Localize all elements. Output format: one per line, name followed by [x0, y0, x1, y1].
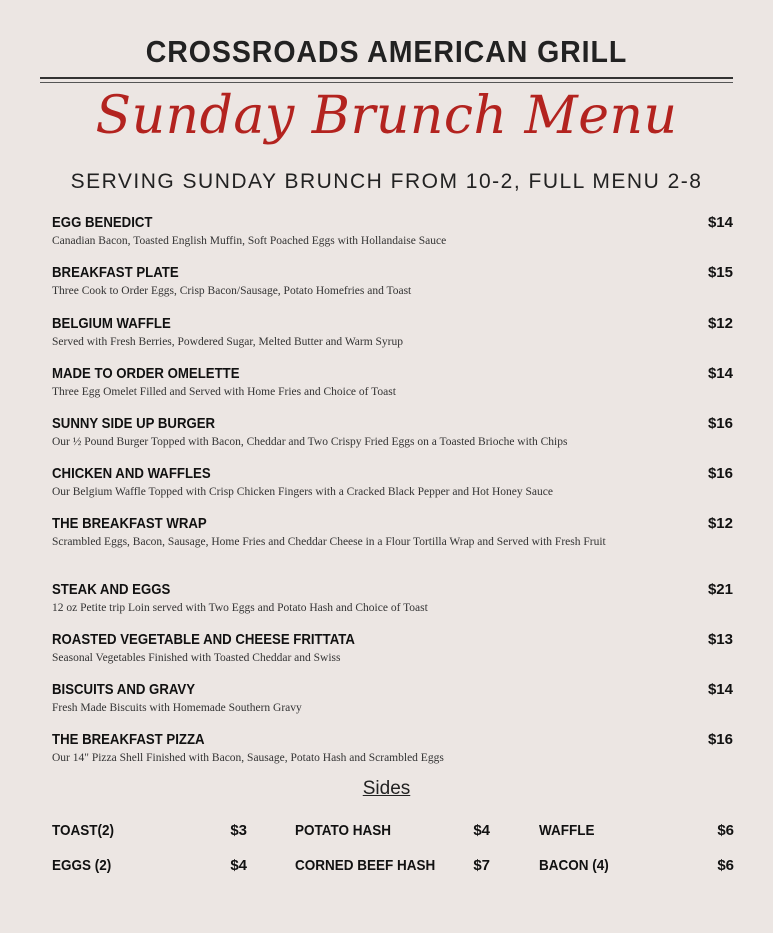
side-price: $4 — [230, 857, 247, 874]
item-description: Our Belgium Waffle Topped with Crisp Chicken Fingers with a Cracked Black Pepper and Hot Honey Sauce — [52, 486, 553, 498]
menu-item — [52, 414, 733, 450]
side-item — [539, 820, 734, 842]
side-item — [539, 855, 734, 877]
menu-item — [52, 514, 733, 550]
menu-title: Sunday Brunch Menu — [95, 86, 678, 146]
menu-item — [52, 464, 733, 500]
menu-item — [52, 314, 733, 350]
side-price: $4 — [473, 822, 490, 839]
item-price: $16 — [707, 415, 733, 432]
menu-item — [52, 213, 733, 249]
item-name: CHICKEN AND WAFFLES — [52, 465, 211, 482]
restaurant-name: CROSSROADS AMERICAN GRILL — [145, 34, 628, 69]
side-item — [295, 820, 490, 842]
item-name: THE BREAKFAST PIZZA — [52, 731, 205, 748]
item-price: $12 — [707, 315, 733, 332]
item-description: Canadian Bacon, Toasted English Muffin, Soft Poached Eggs with Hollandaise Sauce — [52, 235, 447, 247]
serving-hours: SERVING SUNDAY BRUNCH FROM 10-2, FULL MENU 2-8 — [70, 170, 703, 193]
menu-item — [52, 364, 733, 400]
item-description: Three Cook to Order Eggs, Crisp Bacon/Sausage, Potato Homefries and Toast — [52, 285, 412, 297]
item-description: 12 oz Petite trip Loin served with Two Eggs and Potato Hash and Choice of Toast — [52, 602, 428, 614]
side-item — [295, 855, 490, 877]
item-price: $21 — [707, 581, 733, 598]
item-name: EGG BENEDICT — [52, 214, 153, 231]
item-name: BELGIUM WAFFLE — [52, 315, 171, 332]
side-name: EGGS (2) — [52, 857, 112, 874]
item-name: ROASTED VEGETABLE AND CHEESE FRITTATA — [52, 631, 355, 648]
item-price: $13 — [707, 631, 733, 648]
header-rule-bottom — [40, 82, 733, 83]
side-name: WAFFLE — [539, 822, 595, 839]
item-price: $12 — [707, 515, 733, 532]
side-price: $3 — [230, 822, 247, 839]
item-price: $16 — [707, 731, 733, 748]
menu-item — [52, 263, 733, 299]
menu-item — [52, 630, 733, 666]
item-name: THE BREAKFAST WRAP — [52, 515, 207, 532]
menu-item — [52, 730, 733, 766]
side-item — [52, 820, 247, 842]
sides-heading: Sides — [362, 778, 411, 799]
item-description: Fresh Made Biscuits with Homemade Southern Gravy — [52, 702, 302, 714]
item-description: Three Egg Omelet Filled and Served with Home Fries and Choice of Toast — [52, 386, 396, 398]
side-price: $6 — [717, 857, 734, 874]
item-price: $14 — [707, 681, 733, 698]
side-price: $7 — [473, 857, 490, 874]
item-name: STEAK AND EGGS — [52, 581, 171, 598]
item-description: Served with Fresh Berries, Powdered Sugar, Melted Butter and Warm Syrup — [52, 336, 404, 348]
item-price: $14 — [707, 214, 733, 231]
item-description: Our ½ Pound Burger Topped with Bacon, Cheddar and Two Crispy Fried Eggs on a Toasted Brioche with Chips — [52, 436, 568, 448]
side-name: BACON (4) — [539, 857, 609, 874]
item-price: $15 — [707, 264, 733, 281]
menu-item — [52, 680, 733, 716]
item-description: Our 14" Pizza Shell Finished with Bacon, Sausage, Potato Hash and Scrambled Eggs — [52, 752, 444, 764]
header-rule-top — [40, 77, 733, 79]
item-description: Seasonal Vegetables Finished with Toasted Cheddar and Swiss — [52, 652, 341, 664]
item-name: BREAKFAST PLATE — [52, 264, 179, 281]
side-name: POTATO HASH — [295, 822, 392, 839]
side-name: CORNED BEEF HASH — [295, 857, 436, 874]
item-price: $14 — [707, 365, 733, 382]
side-name: TOAST(2) — [52, 822, 115, 839]
item-name: MADE TO ORDER OMELETTE — [52, 365, 240, 382]
side-price: $6 — [717, 822, 734, 839]
menu-item — [52, 580, 733, 616]
item-name: BISCUITS AND GRAVY — [52, 681, 196, 698]
item-description: Scrambled Eggs, Bacon, Sausage, Home Fries and Cheddar Cheese in a Flour Tortilla Wrap and Served with Fresh Fruit — [52, 536, 606, 548]
item-name: SUNNY SIDE UP BURGER — [52, 415, 216, 432]
side-item — [52, 855, 247, 877]
item-price: $16 — [707, 465, 733, 482]
